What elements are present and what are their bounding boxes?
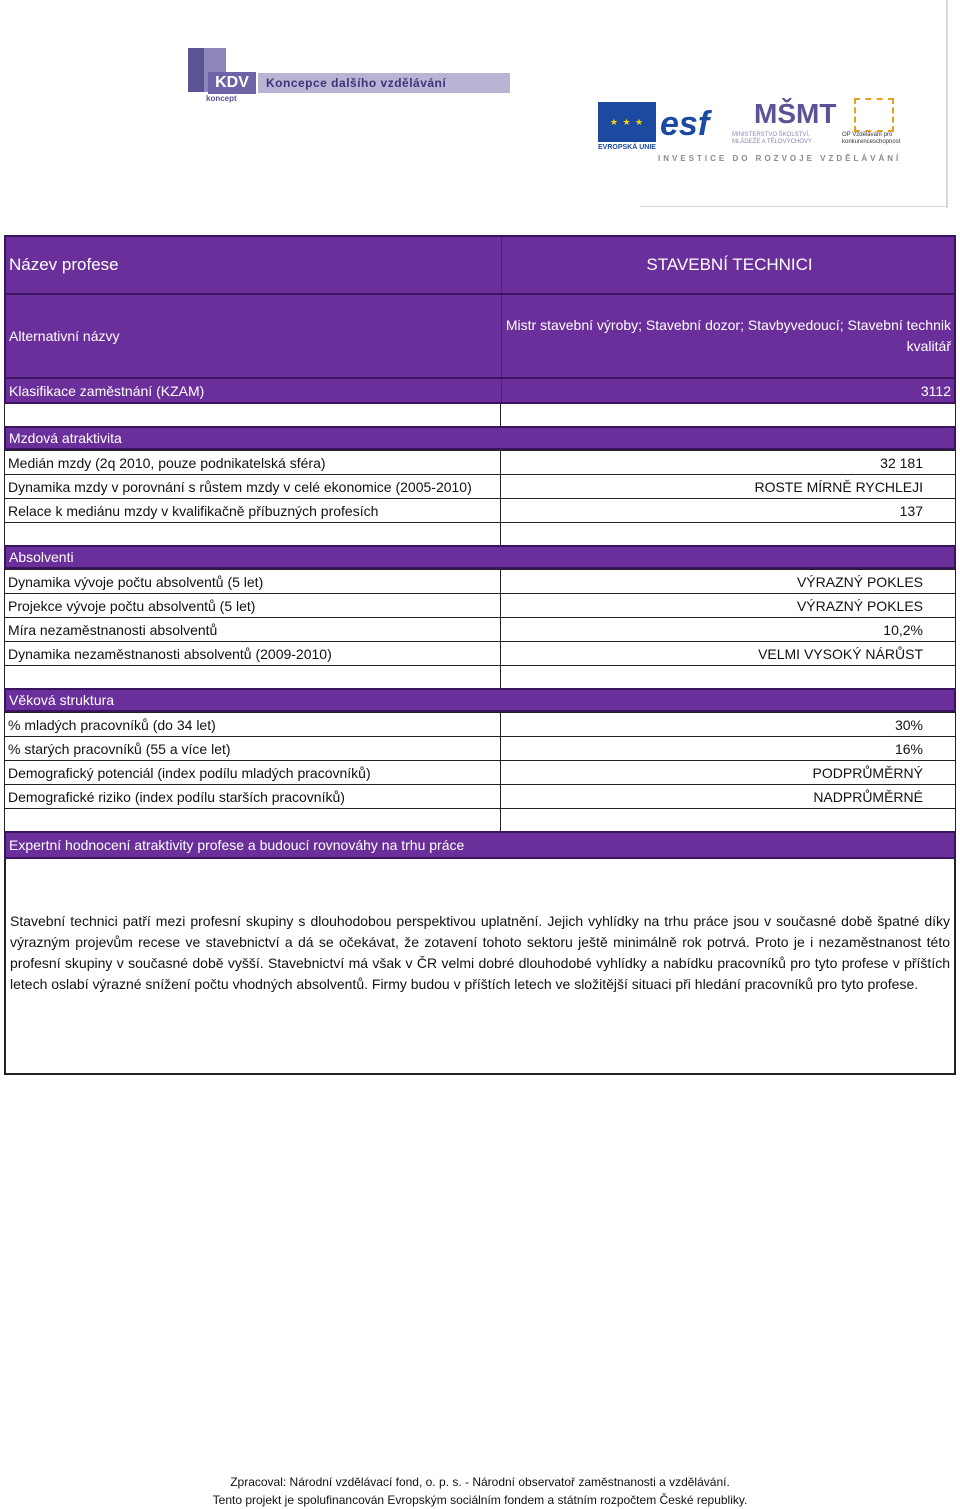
row-value: 137 (899, 502, 923, 519)
row-label: Projekce vývoje počtu absolventů (5 let) (5, 594, 501, 617)
row-value: 32 181 (880, 454, 923, 471)
eu-caption: EVROPSKÁ UNIE (598, 144, 656, 151)
row-label: % starých pracovníků (55 a více let) (5, 737, 501, 760)
footer (0, 1473, 960, 1509)
kdv-logo (188, 44, 508, 104)
invest-slogan: INVESTICE DO ROZVOJE VZDĚLÁVÁNÍ (658, 154, 902, 163)
table-row (4, 450, 956, 474)
kzam-row (4, 379, 956, 404)
expert-text: Stavební technici patří mezi profesní skupiny s dlouhodobou perspektivou uplatnění. Jejich vyhlídky na trhu práce jsou v současné době špatné díky výrazným projevům recese ve stavebnictví a dá se očekávat, že zotavení tohoto sektoru ještě minimálně rok potrvá. Proto je i nezaměstnanost této profesní skupiny v současné době vyšší. Stavebnictví má však v ČR velmi dobré dlouhodobé vyhlídky a nabídku pracovníků pro tyto profese v příštích letech oslabí výrazné snížení počtu vhodných absolventů. Firmy budou v příštích letech ve složitější situaci při hledání pracovníků pro tyto profese. (4, 859, 956, 1075)
table-row (4, 474, 956, 498)
eu-flag-icon: ★ ★ ★ (598, 102, 656, 142)
graduates-section-title: Absolventi (4, 545, 956, 569)
esf-logo: esf (660, 105, 710, 143)
profession-name-row (4, 235, 956, 295)
profession-name-label: Název profese (6, 237, 502, 293)
table-row (4, 760, 956, 784)
kdv-name: KDV (208, 72, 256, 94)
row-label: Dynamika nezaměstnanosti absolventů (2009-2010) (5, 642, 501, 665)
kdv-title: Koncepce dalšího vzdělávání (258, 73, 510, 93)
row-label: Relace k mediánu mzdy v kvalifikačně příbuzných profesích (5, 499, 501, 522)
row-value: VÝRAZNÝ POKLES (796, 597, 923, 614)
table-row (4, 593, 956, 617)
row-value: 16% (894, 740, 923, 757)
alt-names-value: Mistr stavební výroby; Stavební dozor; Stavbyvedoucí; Stavební technik kvalitář (505, 317, 951, 354)
alt-names-label: Alternativní názvy (6, 295, 502, 377)
alt-names-row (4, 295, 956, 379)
table-row (4, 617, 956, 641)
msmt-logo (732, 98, 837, 150)
kdv-p-mark-dark (188, 48, 204, 92)
table-row (4, 712, 956, 736)
table-row (4, 498, 956, 522)
msmt-mark: MŠMT (754, 98, 837, 129)
row-label: Demografické riziko (index podílu starších pracovníků) (5, 785, 501, 808)
op-logo (842, 98, 916, 150)
kzam-label: Klasifikace zaměstnání (KZAM) (6, 379, 502, 402)
op-caption: OP Vzdělávání pro konkurenceschopnost (842, 132, 901, 145)
table-row (4, 736, 956, 760)
table-row (4, 641, 956, 665)
row-label: Dynamika mzdy v porovnání s růstem mzdy v celé ekonomice (2005-2010) (5, 475, 501, 498)
row-label: Demografický potenciál (index podílu mladých pracovníků) (5, 761, 501, 784)
table-row (4, 784, 956, 808)
row-label: % mladých pracovníků (do 34 let) (5, 713, 501, 736)
expert-section-title: Expertní hodnocení atraktivity profese a budoucí rovnováhy na trhu práce (4, 831, 956, 859)
row-value: NADPRŮMĚRNÉ (813, 788, 923, 805)
row-value: 10,2% (883, 621, 923, 638)
kzam-value: 3112 (920, 382, 951, 399)
blank-row (4, 665, 956, 688)
blank-row (4, 404, 956, 426)
row-value: PODPRŮMĚRNÝ (812, 764, 923, 781)
wage-section-title: Mzdová atraktivita (4, 426, 956, 450)
kdv-subtitle: koncept (206, 94, 237, 103)
header-logos (0, 0, 960, 215)
profession-sheet (4, 235, 956, 1075)
row-label: Míra nezaměstnanosti absolventů (5, 618, 501, 641)
row-value: 30% (894, 716, 923, 733)
row-value: ROSTE MÍRNĚ RYCHLEJI (754, 478, 923, 495)
header-frame-bottom (640, 206, 948, 207)
header-frame-right (946, 0, 948, 208)
row-label: Medián mzdy (2q 2010, pouze podnikatelská sféra) (5, 451, 501, 474)
blank-row (4, 808, 956, 831)
op-mark-icon (854, 98, 894, 132)
age-section-title: Věková struktura (4, 688, 956, 712)
msmt-caption: MINISTERSTVO ŠKOLSTVÍ, MLÁDEŽE A TĚLOVÝCHOVY (732, 132, 812, 145)
row-value: VELMI VYSOKÝ NÁRŮST (758, 645, 923, 662)
row-value: VÝRAZNÝ POKLES (796, 573, 923, 590)
footer-line-2: Tento projekt je spolufinancován Evropským sociálním fondem a státním rozpočtem České republiky. (212, 1493, 748, 1507)
profession-name-value: STAVEBNÍ TECHNICI (646, 255, 813, 274)
blank-row (4, 522, 956, 545)
footer-line-1: Zpracoval: Národní vzdělávací fond, o. p. s. - Národní observatoř zaměstnanosti a vzdělávání. (230, 1475, 730, 1489)
row-label: Dynamika vývoje počtu absolventů (5 let) (5, 570, 501, 593)
funding-logos (598, 98, 928, 164)
table-row (4, 569, 956, 593)
